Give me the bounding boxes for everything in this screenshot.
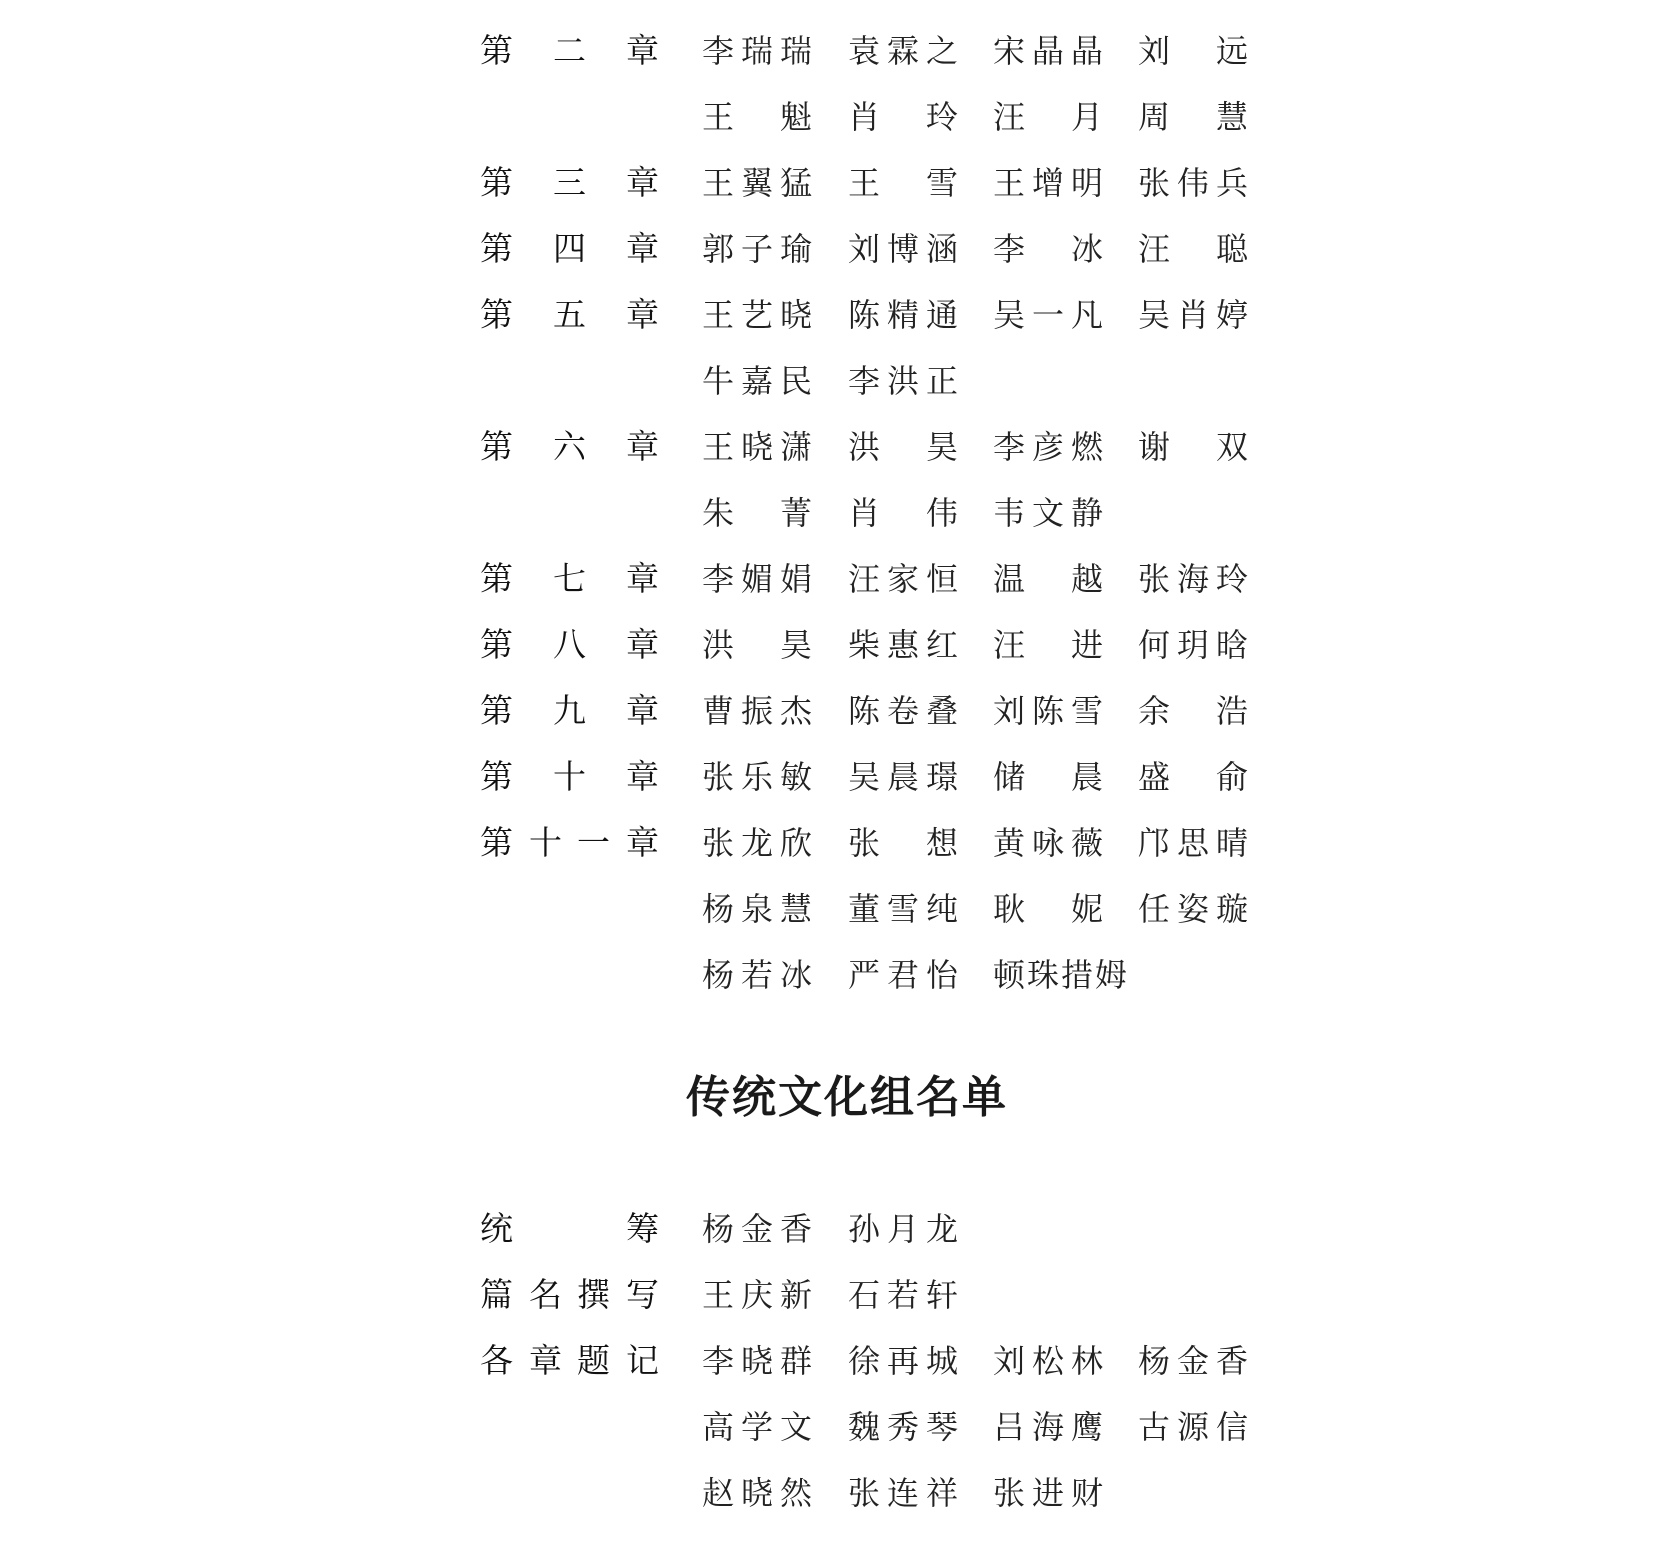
chapter-row xyxy=(0,546,1654,612)
chapter-name: 周 慧 xyxy=(1138,98,1249,136)
chapter-name: 洪 昊 xyxy=(848,428,959,466)
chapter-name: 王 增 明 xyxy=(993,164,1104,202)
chapter-name: 韦 文 静 xyxy=(993,494,1104,532)
chapter-name: 顿珠措姆 xyxy=(993,956,1130,994)
section-name: 古 源 信 xyxy=(1138,1408,1249,1446)
section-label: 篇 名 撰 写 xyxy=(480,1275,659,1314)
chapter-row xyxy=(0,744,1654,810)
chapter-name: 何 玥 晗 xyxy=(1138,626,1249,664)
section-name: 魏 秀 琴 xyxy=(848,1408,959,1446)
chapter-name: 杨 泉 慧 xyxy=(702,890,813,928)
section-name: 高 学 文 xyxy=(702,1408,813,1446)
chapter-name: 陈 卷 叠 xyxy=(848,692,959,730)
chapter-name: 吴 一 凡 xyxy=(993,296,1104,334)
chapter-name: 黄 咏 薇 xyxy=(993,824,1104,862)
chapter-name: 李 媚 娟 xyxy=(702,560,813,598)
chapter-label: 第 四 章 xyxy=(480,229,659,268)
chapter-name: 李 冰 xyxy=(993,230,1104,268)
chapter-name: 余 浩 xyxy=(1138,692,1249,730)
chapter-name: 肖 玲 xyxy=(848,98,959,136)
chapter-label: 第 九 章 xyxy=(480,691,659,730)
chapter-name: 汪 聪 xyxy=(1138,230,1249,268)
chapter-label: 第 十 章 xyxy=(480,757,659,796)
chapter-label: 第 二 章 xyxy=(480,31,659,70)
section-name: 赵 晓 然 xyxy=(702,1474,813,1512)
chapter-name: 董 雪 纯 xyxy=(848,890,959,928)
chapter-name: 邝 思 晴 xyxy=(1138,824,1249,862)
chapter-row xyxy=(0,282,1654,348)
chapter-name: 张 海 玲 xyxy=(1138,560,1249,598)
chapter-label: 第 十 一 章 xyxy=(480,823,659,862)
section-row xyxy=(0,1394,1654,1460)
chapter-name: 刘 远 xyxy=(1138,32,1249,70)
section-label: 各 章 题 记 xyxy=(480,1341,659,1380)
chapter-row xyxy=(0,480,1654,546)
section-row xyxy=(0,1328,1654,1394)
chapter-name: 宋 晶 晶 xyxy=(993,32,1104,70)
chapter-name: 严 君 怡 xyxy=(848,956,959,994)
chapter-row xyxy=(0,216,1654,282)
section-name: 孙 月 龙 xyxy=(848,1210,959,1248)
chapter-name: 张 伟 兵 xyxy=(1138,164,1249,202)
section-row xyxy=(0,1196,1654,1262)
chapter-name: 王 艺 晓 xyxy=(702,296,813,334)
section-name: 杨 金 香 xyxy=(1138,1342,1249,1380)
section-name: 李 晓 群 xyxy=(702,1342,813,1380)
chapter-name: 曹 振 杰 xyxy=(702,692,813,730)
chapter-row xyxy=(0,84,1654,150)
chapter-name: 朱 菁 xyxy=(702,494,813,532)
chapter-name: 李 彦 燃 xyxy=(993,428,1104,466)
chapter-label: 第 五 章 xyxy=(480,295,659,334)
chapter-name: 汪 家 恒 xyxy=(848,560,959,598)
chapter-row xyxy=(0,678,1654,744)
section-name: 杨 金 香 xyxy=(702,1210,813,1248)
chapter-row xyxy=(0,810,1654,876)
section-name: 王 庆 新 xyxy=(702,1276,813,1314)
chapter-name: 李 洪 正 xyxy=(848,362,959,400)
chapter-name: 谢 双 xyxy=(1138,428,1249,466)
chapter-row xyxy=(0,414,1654,480)
chapter-name: 张 想 xyxy=(848,824,959,862)
chapter-name: 耿 妮 xyxy=(993,890,1104,928)
chapter-row xyxy=(0,612,1654,678)
chapter-row xyxy=(0,876,1654,942)
chapter-name: 刘 陈 雪 xyxy=(993,692,1104,730)
chapter-row xyxy=(0,942,1654,1008)
chapter-row xyxy=(0,348,1654,414)
chapter-name: 张 乐 敏 xyxy=(702,758,813,796)
chapter-name: 袁 霖 之 xyxy=(848,32,959,70)
section-name: 吕 海 鹰 xyxy=(993,1408,1104,1446)
chapter-name: 吴 肖 婷 xyxy=(1138,296,1249,334)
chapter-name: 洪 昊 xyxy=(702,626,813,664)
section-title: 传统文化组名单 xyxy=(686,1072,1008,1123)
chapter-row xyxy=(0,150,1654,216)
chapter-label: 第 八 章 xyxy=(480,625,659,664)
chapter-name: 任 姿 璇 xyxy=(1138,890,1249,928)
chapter-name: 柴 惠 红 xyxy=(848,626,959,664)
section-row xyxy=(0,1460,1654,1526)
chapter-name: 肖 伟 xyxy=(848,494,959,532)
section-name: 徐 再 城 xyxy=(848,1342,959,1380)
chapter-name: 汪 进 xyxy=(993,626,1104,664)
chapter-name: 吴 晨 璟 xyxy=(848,758,959,796)
chapter-row xyxy=(0,18,1654,84)
section-row xyxy=(0,1262,1654,1328)
chapter-name: 刘 博 涵 xyxy=(848,230,959,268)
chapter-label: 第 七 章 xyxy=(480,559,659,598)
chapter-label: 第 六 章 xyxy=(480,427,659,466)
chapter-name: 郭 子 瑜 xyxy=(702,230,813,268)
chapter-name: 牛 嘉 民 xyxy=(702,362,813,400)
section-name: 张 连 祥 xyxy=(848,1474,959,1512)
chapter-name: 温 越 xyxy=(993,560,1104,598)
section-name: 石 若 轩 xyxy=(848,1276,959,1314)
chapter-name: 盛 俞 xyxy=(1138,758,1249,796)
section-name: 张 进 财 xyxy=(993,1474,1104,1512)
chapter-name: 王 晓 潇 xyxy=(702,428,813,466)
section-label: 统 筹 xyxy=(480,1209,659,1248)
chapter-name: 张 龙 欣 xyxy=(702,824,813,862)
chapter-name: 陈 精 通 xyxy=(848,296,959,334)
chapter-name: 杨 若 冰 xyxy=(702,956,813,994)
chapter-name: 王 翼 猛 xyxy=(702,164,813,202)
chapter-name: 王 魁 xyxy=(702,98,813,136)
section-name: 刘 松 林 xyxy=(993,1342,1104,1380)
chapter-name: 汪 月 xyxy=(993,98,1104,136)
chapter-name: 王 雪 xyxy=(848,164,959,202)
chapter-name: 储 晨 xyxy=(993,758,1104,796)
chapter-name: 李 瑞 瑞 xyxy=(702,32,813,70)
chapter-label: 第 三 章 xyxy=(480,163,659,202)
